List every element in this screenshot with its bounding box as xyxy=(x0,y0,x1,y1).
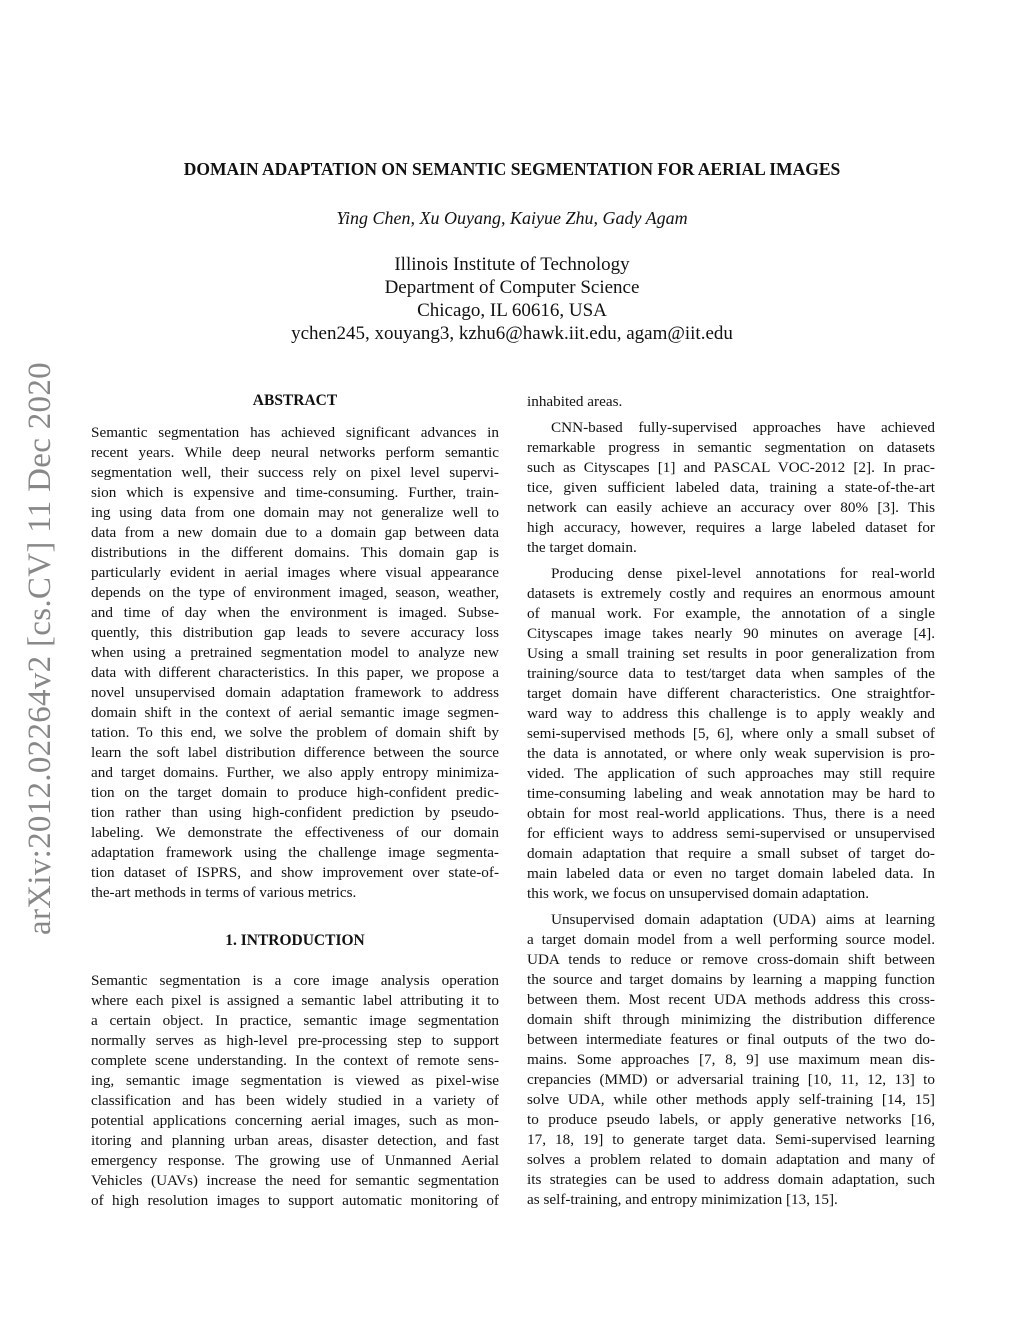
text-line: mains. Some approaches [7, 8, 9] use maximum mean dis- xyxy=(527,1051,935,1068)
text-line: complete scene understanding. In the context of remote sens- xyxy=(91,1052,499,1069)
text-line: learn the soft label distribution difference between the source xyxy=(91,744,499,761)
text-line: training/source data to test/target data when samples of the xyxy=(527,665,935,682)
text-line: domain shift in the context of aerial semantic image segmen- xyxy=(91,704,499,721)
text-line: such as Cityscapes [1] and PASCAL VOC-2012 [2]. In prac- xyxy=(527,459,935,476)
text-line: and target domains. Further, we also apply entropy minimiza- xyxy=(91,764,499,781)
text-line: vided. The application of such approaches may still require xyxy=(527,765,935,782)
text-line: recent years. While deep neural networks perform semantic xyxy=(91,444,499,461)
abstract-body xyxy=(91,423,499,903)
text-line: novel unsupervised domain adaptation framework to address xyxy=(91,684,499,701)
text-line: ing, semantic image segmentation is viewed as pixel-wise xyxy=(91,1072,499,1089)
text-line: Cityscapes image takes nearly 90 minutes on average [4]. xyxy=(527,625,935,642)
text-line: a target domain model from a well performing source model. xyxy=(527,931,935,948)
affiliation-institute: Illinois Institute of Technology xyxy=(394,254,630,275)
text-line: as self-training, and entropy minimization [13, 15]. xyxy=(527,1191,838,1208)
text-line: and time of day when the environment is imaged. Subse- xyxy=(91,604,499,621)
text-line: target domain have different characteristics. One straightfor- xyxy=(527,685,935,702)
text-line: segmentation well, their success rely on pixel level supervi- xyxy=(91,464,499,481)
abstract-heading: ABSTRACT xyxy=(252,392,338,409)
text-line: particularly evident in aerial images where visual appearance xyxy=(91,564,499,581)
text-line: of manual work. For example, the annotation of a single xyxy=(527,605,935,622)
text-line: solve UDA, while other methods apply self-training [14, 15] xyxy=(527,1091,935,1108)
text-line: ing using data from one domain may not generalize well to xyxy=(91,504,499,521)
text-line: UDA tends to reduce or remove cross-domain shift between xyxy=(527,951,935,968)
text-line: high accuracy, however, requires a large labeled dataset for xyxy=(527,519,935,536)
text-line: data with different characteristics. In this paper, we propose a xyxy=(91,664,499,681)
text-line: remarkable progress in semantic segmentation on datasets xyxy=(527,439,935,456)
text-line: potential applications concerning aerial images, such as mon- xyxy=(91,1112,499,1129)
text-line: network can easily achieve an accuracy over 80% [3]. This xyxy=(527,499,935,516)
text-line: tation. To this end, we solve the problem of domain shift by xyxy=(91,724,499,741)
text-line: Using a small training set results in poor generalization from xyxy=(527,645,935,662)
text-line: classification and has been widely studied in a variety of xyxy=(91,1092,499,1109)
text-line: ward way to address this challenge is to apply weakly and xyxy=(527,705,935,722)
text-line: this work, we focus on unsupervised domain adaptation. xyxy=(527,885,870,902)
text-line: Semantic segmentation is a core image analysis operation xyxy=(91,972,499,989)
text-line: a certain object. In practice, semantic image segmentation xyxy=(91,1012,499,1029)
text-line: when using a pretrained segmentation model to analyze new xyxy=(91,644,499,661)
text-line: itoring and planning urban areas, disaster detection, and fast xyxy=(91,1132,499,1149)
paper-title: DOMAIN ADAPTATION ON SEMANTIC SEGMENTATION FOR AERIAL IMAGES xyxy=(183,159,841,179)
text-line: Semantic segmentation has achieved significant advances in xyxy=(91,424,499,441)
intro-paragraph-2 xyxy=(527,418,935,558)
intro-paragraph-4 xyxy=(527,910,935,1210)
text-line: the source and target domains by learning a mapping function xyxy=(527,971,935,988)
text-line: Unsupervised domain adaptation (UDA) aims at learning xyxy=(551,911,935,928)
affiliation-emails: ychen245, xouyang3, kzhu6@hawk.iit.edu, agam@iit.edu xyxy=(291,323,733,344)
text-line: data from a new domain due to a domain gap between data xyxy=(91,524,499,541)
intro-paragraph-1 xyxy=(91,971,499,1211)
authors: Ying Chen, Xu Ouyang, Kaiyue Zhu, Gady Agam xyxy=(336,208,688,228)
text-line: emergency response. The growing use of Unmanned Aerial xyxy=(91,1152,499,1169)
text-line: normally serves as high-level pre-processing step to support xyxy=(91,1032,499,1049)
text-line: semi-supervised methods [5, 6], where only a small subset of xyxy=(527,725,935,742)
text-line: the target domain. xyxy=(527,539,637,556)
text-line: the-art methods in terms of various metrics. xyxy=(91,884,357,901)
text-line: tion dataset of ISPRS, and show improvement over state-of- xyxy=(91,864,499,881)
text-line: between them. Most recent UDA methods address this cross- xyxy=(527,991,935,1008)
text-line: domain adaptation that require a small subset of target do- xyxy=(527,845,935,862)
text-line: tion on the target domain to produce high-confident predic- xyxy=(91,784,499,801)
text-line: of high resolution images to support automatic monitoring of xyxy=(91,1192,499,1209)
text-line: solves a problem related to domain adaptation and many of xyxy=(527,1151,935,1168)
intro-paragraph-1-continued xyxy=(527,392,935,412)
affiliation-department: Department of Computer Science xyxy=(384,277,640,298)
text-line: time-consuming labeling and weak annotation may be hard to xyxy=(527,785,935,802)
text-line: domain shift through minimizing the distribution difference xyxy=(527,1011,935,1028)
text-line: labeling. We demonstrate the effectiveness of our domain xyxy=(91,824,499,841)
introduction-heading: 1. INTRODUCTION xyxy=(225,932,365,949)
text-line: Vehicles (UAVs) increase the need for semantic segmentation xyxy=(91,1172,499,1189)
text-line: inhabited areas. xyxy=(527,393,623,410)
text-line: tion rather than using high-confident prediction by pseudo- xyxy=(91,804,499,821)
text-line: distributions in the different domains. This domain gap is xyxy=(91,544,499,561)
text-line: between intermediate features or final outputs of the two do- xyxy=(527,1031,935,1048)
text-line: where each pixel is assigned a semantic label attributing it to xyxy=(91,992,499,1009)
text-line: tice, given sufficient labeled data, training a state-of-the-art xyxy=(527,479,935,496)
text-line: sion which is expensive and time-consuming. Further, train- xyxy=(91,484,499,501)
text-line: datasets is extremely costly and requires an enormous amount xyxy=(527,585,935,602)
text-line: obtain for most real-world applications. Thus, there is a need xyxy=(527,805,935,822)
text-line: quently, this distribution gap leads to severe accuracy loss xyxy=(91,624,499,641)
text-line: crepancies (MMD) or adversarial training [10, 11, 12, 13] to xyxy=(527,1071,935,1088)
text-line: depends on the type of environment imaged, season, weather, xyxy=(91,584,499,601)
text-line: 17, 18, 19] to generate target data. Semi-supervised learning xyxy=(527,1131,935,1148)
affiliation-address: Chicago, IL 60616, USA xyxy=(417,300,607,321)
text-line: Producing dense pixel-level annotations for real-world xyxy=(551,565,935,582)
text-line: to produce pseudo labels, or apply generative networks [16, xyxy=(527,1111,935,1128)
text-line: CNN-based fully-supervised approaches have achieved xyxy=(551,419,935,436)
text-line: main labeled data or even no target domain labeled data. In xyxy=(527,865,935,882)
text-line: the data is annotated, or where only weak supervision is pro- xyxy=(527,745,935,762)
arxiv-stamp: arXiv:2012.02264v2 [cs.CV] 11 Dec 2020 xyxy=(22,362,58,935)
intro-paragraph-3 xyxy=(527,564,935,904)
text-line: for efficient ways to address semi-supervised or unsupervised xyxy=(527,825,935,842)
text-line: adaptation framework using the challenge image segmenta- xyxy=(91,844,499,861)
text-line: its strategies can be used to address domain adaptation, such xyxy=(527,1171,935,1188)
